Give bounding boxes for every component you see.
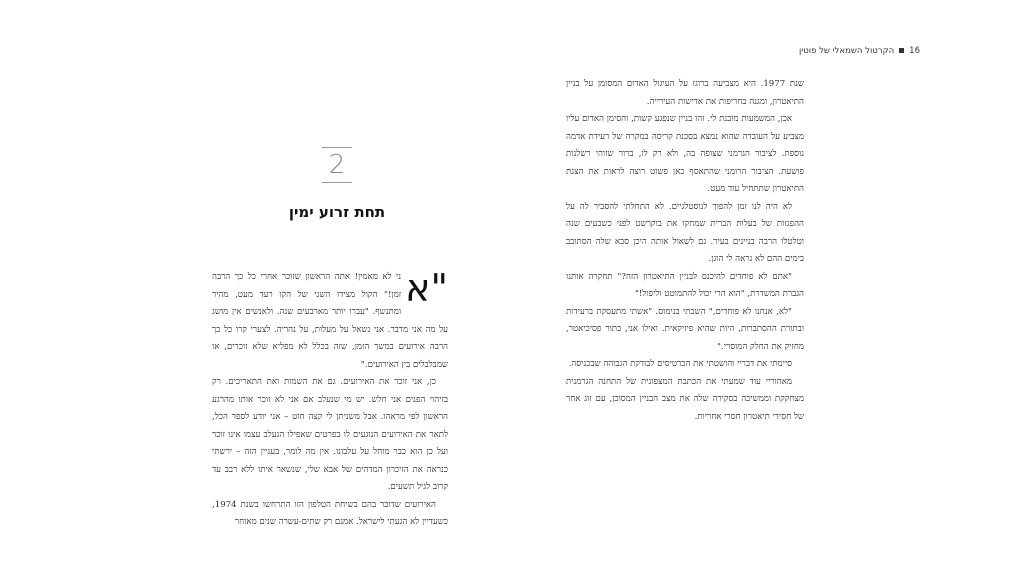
chapter-number: 2 — [328, 150, 346, 180]
paragraph: לא היה לנו זמן להפוך לנוסטלגיים. לא התחלתי להסביר לה על ההפגזות של בעלות הברית שמחקו את בוקרשט לפני כשבעים שנה וטלטלו הרבה בניינים בעיר. גם לשאול אותה היכן סבא שלה הסתובב בימים ההם לא נראה לי הוגן. — [566, 201, 804, 264]
paragraph: "לא, אנחנו לא פוחדים," השבתי בנימוס. "אשתי מתעסקת ברעידות ובתורת ההסתברות, היות שהיא פיזיקאית. ואילו אני, בתור פסיכיאטר, מחזיק את החלק המוסרי." — [566, 306, 804, 352]
chapter-number-box — [322, 147, 352, 183]
paragraph: אכן, המשמעות מובנת לי. זהו בניין שנפגע קשות, והסימן האדום עליו מצביע על העובדה שהוא נמצא בסכנת קריסה במקרה של רעידת אדמה נוספת. לציבור הגרמני שצופה בה, ולא רק לו, ברור שזוהי רשלנות פושעת. הציבור הרומני שהתאסף כאן פשוט רוצה לראות את הצגת התיאטרון שתתחיל עוד מעט. — [566, 114, 804, 194]
paragraph: כן, אני זוכר את האירועים. גם את השמות ואת התאריכים. רק בזיהוי הפנים אני חלש. יש מי שנעלב אם אני לא זוכר אותו מהרגע הראשון לפי מראהו. אבל משניתן לי קצה חוט – אני יודע לספר הכל, לתאר את האירועים הנוגעים לו בפרטים שאפילו הנעלב עצמו אינו זוכר ועל כן הוא כבר מוחל על עלבונו. אין מה לומר, בעניין הזה – ירשתי כנראה את הזיכרון המדהים של אבא שלי, שנשאר איתו ללא רבב עד קרוב לגיל תשעים. — [212, 377, 448, 492]
paragraph: שנת 1977. היא מצביעה ברוגז על העיגול האדום המסומן על בניין התיאטרון, ומגנה בחריפות את אדישות העירייה. — [566, 79, 804, 107]
right-page-body — [566, 76, 804, 426]
right-page — [512, 0, 1024, 576]
chapter-rule-bottom — [322, 182, 352, 183]
header-separator — [899, 48, 904, 53]
paragraph: האירועים שדובר בהם בשיחת הטלפון הזו התרחשו בשנת 1974, כשעדיין לא הגעתי לישראל. אמנם רק שתים-עשרה שנים מאוחר — [212, 499, 448, 527]
drop-cap: "א — [405, 266, 448, 310]
chapter-title: תחת זרוע ימין — [288, 203, 386, 221]
running-header — [695, 46, 920, 56]
paragraph: סיימתי את דבריי והושטתי את הכרטיסים לבודקת הגבוהה שבכניסה. — [568, 359, 792, 369]
left-page-body — [212, 266, 448, 532]
running-title: הקרטול השמאלי של פוטין — [799, 46, 895, 56]
page-number: 16 — [909, 46, 920, 56]
paragraph-text: ני לא מאמין! אתה הראשון שזוכר אחרי כל כך הרבה זמן!" הקול מצידו השני של הקו רעד מעט, מהיר ומתנשף. "עברו יותר מארבעים שנה. ולאנשים אין מושג על מה אני מדבר. אני נשאל על מעלות, על נהריה. לצערי קרו כל כך הרבה אירועים במשך הזמן, שזה בכלל לא מפליא שלא זוכרים, או שמבלבלים בין האירועים." — [212, 272, 448, 370]
paragraph: מאחוריי עוד שמעתי את הכתבת המצפונית של התחנה הגרמנית מצחקקת וממשיכה בסקירה שלה את מצב הבניין המסוכן, עם זוג אחר של חסידי תיאטרון חסרי אחריות. — [566, 376, 804, 422]
paragraph: "אתם לא פוחדים להיכנס לבניין התיאטרון הזה?" תחקרה אותנו הגברת המשדרת, "הוא הרי יכול להתמוטט וליפול!" — [566, 271, 804, 299]
paragraph — [212, 266, 448, 374]
